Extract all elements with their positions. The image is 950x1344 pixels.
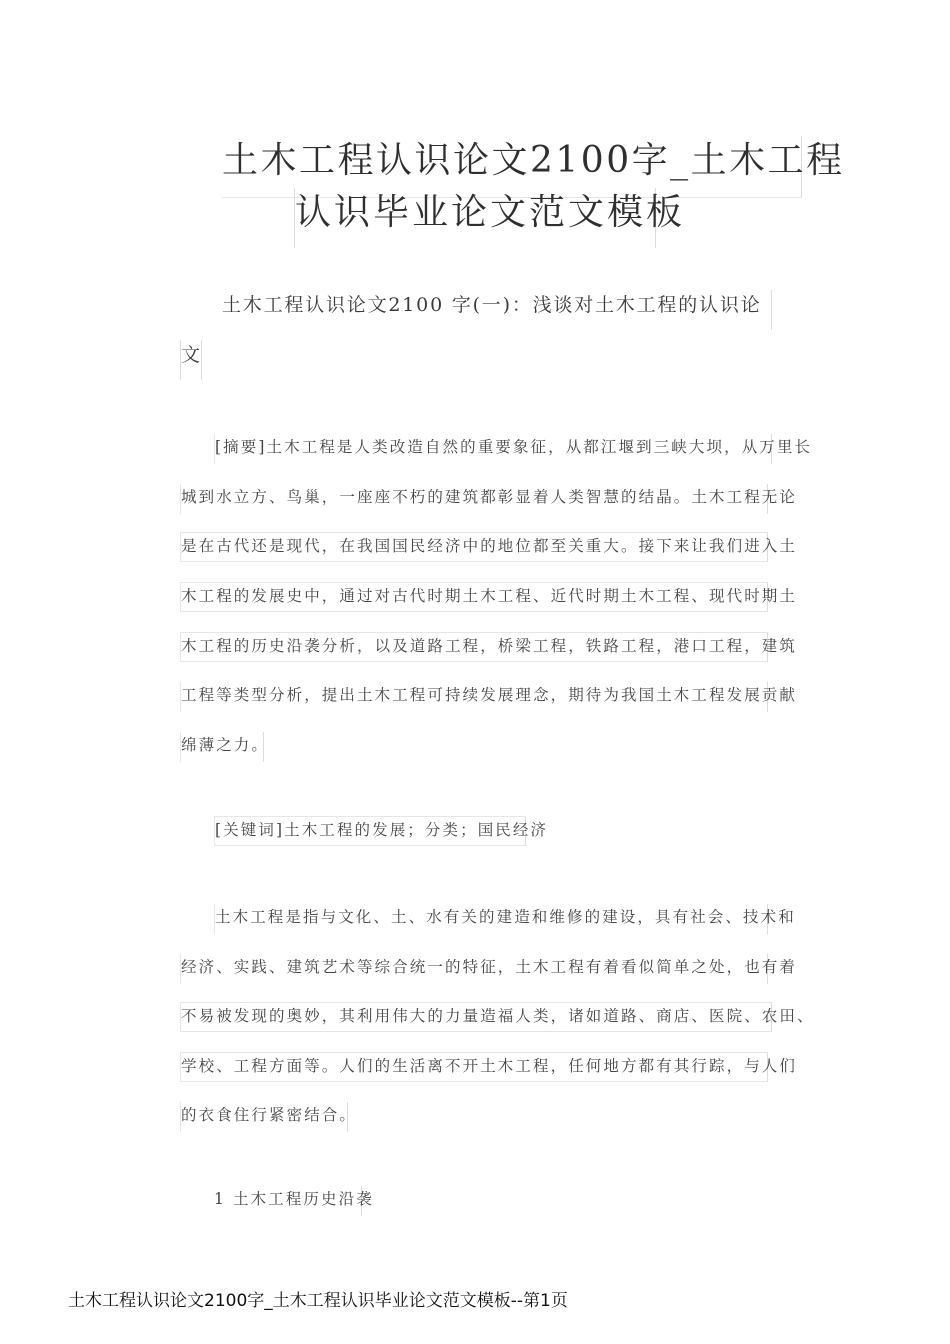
abstract-line: [摘要]土木工程是人类改造自然的重要象征，从都江堰到三峡大坝，从万里长 bbox=[214, 434, 772, 464]
intro-line: 学校、工程方面等。人们的生活离不开土木工程，任何地方都有其行踪，与人们 bbox=[180, 1052, 768, 1082]
document-title-line-1: 土木工程认识论文2100字_土木工程 bbox=[222, 136, 802, 198]
abstract-line: 城到水立方、鸟巢，一座座不朽的建筑都彰显着人类智慧的结晶。土木工程无论 bbox=[180, 484, 768, 514]
intro-line: 不易被发现的奥妙，其利用伟大的力量造福人类，诸如道路、商店、医院、农田、 bbox=[180, 1002, 772, 1032]
section-subtitle-line-2: 文 bbox=[180, 340, 202, 380]
keywords-line: [关键词]土木工程的发展；分类；国民经济 bbox=[214, 816, 526, 846]
abstract-line: 木工程的历史沿袭分析，以及道路工程，桥梁工程，铁路工程，港口工程，建筑 bbox=[180, 632, 768, 662]
page-footer: 土木工程认识论文2100字_土木工程认识毕业论文范文模板--第1页 bbox=[68, 1291, 568, 1311]
abstract-line: 工程等类型分析，提出土木工程可持续发展理念，期待为我国土木工程发展贡献 bbox=[180, 682, 768, 712]
intro-line: 经济、实践、建筑艺术等综合统一的特征，土木工程有着看似简单之处，也有着 bbox=[180, 954, 768, 984]
section-subtitle-line-1: 土木工程认识论文2100 字(一)：浅谈对土木工程的认识论 bbox=[222, 290, 772, 330]
intro-line: 的衣食住行紧密结合。 bbox=[180, 1102, 348, 1132]
section-heading: 1 土木工程历史沿袭 bbox=[214, 1186, 362, 1216]
document-title-line-2: 认识毕业论文范文模板 bbox=[294, 188, 656, 248]
abstract-line: 木工程的发展史中，通过对古代时期土木工程、近代时期土木工程、现代时期土 bbox=[180, 582, 768, 612]
abstract-line: 是在古代还是现代，在我国国民经济中的地位都至关重大。接下来让我们进入土 bbox=[180, 532, 768, 562]
intro-line: 土木工程是指与文化、土、水有关的建造和维修的建设，具有社会、技术和 bbox=[214, 904, 768, 934]
abstract-line: 绵薄之力。 bbox=[180, 732, 264, 762]
